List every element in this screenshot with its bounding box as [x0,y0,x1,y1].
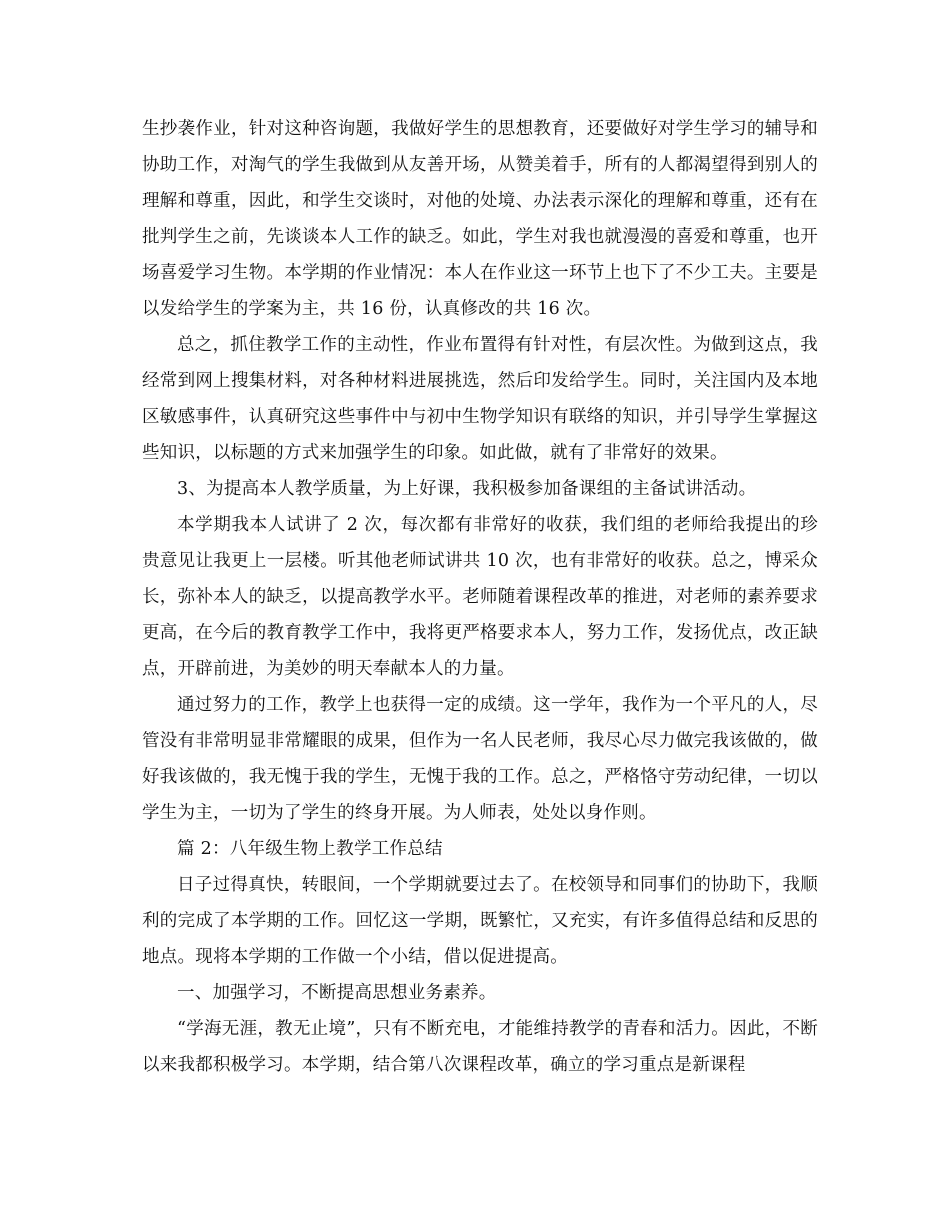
paragraph-achievements: 通过努力的工作，教学上也获得一定的成绩。这一学年，我作为一个平凡的人，尽管没有非常明显非常耀眼的成果，但作为一名人民老师，我尽心尽力做完我该做的，做好我该做的，我无愧于我的学生，无愧于我的工作。总之，严格恪守劳动纪律，一切以学生为主，一切为了学生的终身开展。为人师表，处处以身作则。 [142,695,818,823]
paragraph-summary: 总之，抓住教学工作的主动性，作业布置得有针对性，有层次性。为做到这点，我经常到网上搜集材料，对各种材料进展挑选，然后印发给学生。同时，关注国内及本地区敏感事件，认真研究这些事件中与初中生物学知识有联络的知识，并引导学生掌握这些知识，以标题的方式来加强学生的印象。如此做，就有了非常好的效果。 [142,335,818,463]
paragraph-learning: “学海无涯，教无止境”，只有不断充电，才能维持教学的青春和活力。因此，不断以来我都积极学习。本学期，结合第八次课程改革，确立的学习重点是新课程 [142,1019,818,1075]
paragraph-trial-lecture-heading: 3、为提高本人教学质量，为上好课，我积极参加备课组的主备试讲活动。 [177,479,757,499]
section-title-part-2: 篇 2：八年级生物上教学工作总结 [177,839,443,859]
paragraph-homework: 生抄袭作业，针对这种咨询题，我做好学生的思想教育，还要做好对学生学习的辅导和协助工作，对淘气的学生我做到从友善开场，从赞美着手，所有的人都渴望得到别人的理解和尊重，因此，和学生交谈时，对他的处境、办法表示深化的理解和尊重，还有在批判学生之前，先谈谈本人工作的缺乏。如此，学生对我也就漫漫的喜爱和尊重，也开场喜爱学习生物。本学期的作业情况：本人在作业这一环节上也下了不少工夫。主要是以发给学生的学案为主，共 16 份，认真修改的共 16 次。 [142,119,818,319]
paragraph-intro: 日子过得真快，转眼间，一个学期就要过去了。在校领导和同事们的协助下，我顺利的完成了本学期的工作。回忆这一学期，既繁忙，又充实，有许多值得总结和反思的地点。现将本学期的工作做一个小结，借以促进提高。 [142,875,818,967]
paragraph-trial-lecture: 本学期我本人试讲了 2 次，每次都有非常好的收获，我们组的老师给我提出的珍贵意见让我更上一层楼。听其他老师试讲共 10 次，也有非常好的收获。总之，博采众长，弥补本人的缺乏，以提高教学水平。老师随着课程改革的推进，对老师的素养要求更高，在今后的教育教学工作中，我将更严格要求本人，努力工作，发扬优点，改正缺点，开辟前进，为美妙的明天奉献本人的力量。 [142,515,818,679]
heading-strengthen-learning: 一、加强学习，不断提高思想业务素养。 [177,983,497,1003]
document-page [142,111,818,1083]
